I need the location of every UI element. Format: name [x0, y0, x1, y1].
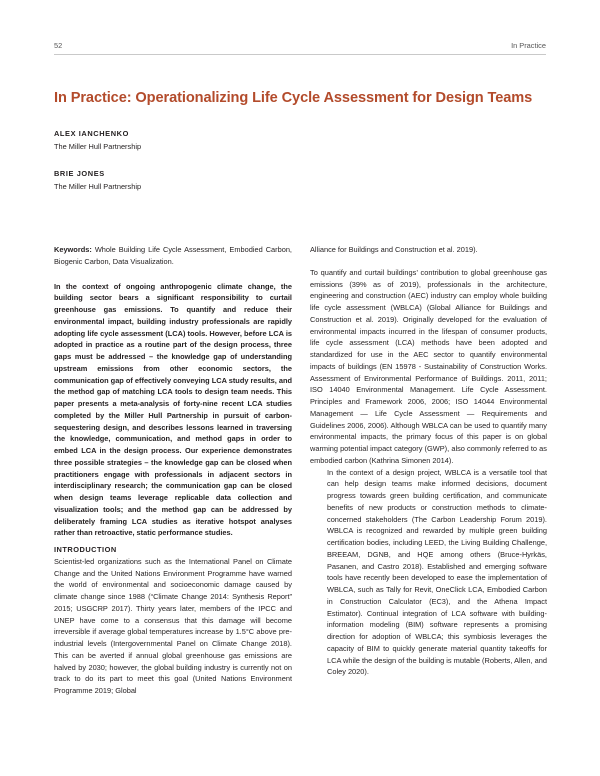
continued-text: Alliance for Buildings and Construction et al. 2019).	[310, 245, 478, 254]
body-paragraph: To quantify and curtail buildings’ contribution to global greenhouse gas emissions (39% as of 2019), professionals in the architecture, engineering and construction (AEC) industry can employ whole building life cycle assessment (WBLCA) (Global Alliance for Buildings and Construction et al. 2019). Originally developed for the evaluation of environmental impacts incurred in the lifespan of consumer products, life cycle assessment (LCA) methods have been adopted and standardized for use in the AEC sector to quantify environmental impacts of buildings (EN 15978 - Sustainability of Construction Works. Assessment of Environmental Performance of Buildings. 2011, 2011; ISO 14040 Environmental Management. Life Cycle Assessment. Principles and Framework 2006, 2006; ISO 14044 Environmental Management — Life Cycle Assessment — Requirements and Guidelines 2006, 2006). Although WBLCA can be used to quantify many environmental impacts, the primary focus of this paper is on global warming potential impact category (GWP), also commonly referred to as embodied carbon (Kathrina Simonen 2014).	[310, 267, 547, 465]
author-affiliation: The Miller Hull Partnership	[54, 182, 142, 191]
body-paragraph: In the context of a design project, WBLCA is a versatile tool that can help design teams make informed decisions, document progress towards green building certification, and communicate benefits of new products or construction methods to climate-concerned stakeholders (The Carbon Leadership Forum 2019). WBLCA is recognized and rewarded by multiple green building certification bodies, including LEED, the Living Building Challenge, BREEAM, DGNB, and HQE among others (Bruce-Hyrkäs, Pasanen, and Castro 2018). Established and emerging software tools have recently been developed to ease the implementation of WBLCA, such as Tally for Revit, OneClick LCA, Embodied Carbon in Construction Calculator (EC3), and the Athena Impact Estimator). Continual integration of LCA software with building-information modeling (BIM) software represents a promising direction for adoption of WBLCA; this symbiosis leverages the capacity of BIM to quickly generate material quantity takeoffs for LCA while the design of the building is mutable (Roberts, Allen, and Coley 2020).	[327, 467, 547, 677]
author-name: BRIE JONES	[54, 169, 105, 178]
keywords-label: Keywords:	[54, 245, 92, 254]
section-heading-introduction: INTRODUCTION	[54, 545, 117, 554]
right-column	[310, 244, 547, 678]
abstract: In the context of ongoing anthropogenic climate change, the building sector bears a significant responsibility to curtail greenhouse gas emissions. To quantify and reduce their environmental impact, building industry professionals are rapidly adopting life cycle assessment (LCA) tools. However, before LCA is adopted in practice as a routine part of the design process, three gaps must be addressed – the knowledge gap of understanding upstream emissions from other economic sectors, the communication gap of effectively conveying LCA study results, and the method gap of matching LCA tools to design team needs. This paper presents a meta-analysis of forty-nine recent LCA studies completed by the Miller Hull Partnership in pursuit of carbon-sequestering design, and describes lessons learned in traversing the knowledge, communication, and method gaps in order to embed LCA in the design process. Our experience demonstrates three possible strategies – the knowledge gap can be closed when practitioners engage with professionals in adjacent sectors in interdisciplinary research; the communication gap can be closed when design teams leverage replicable data collection and visualization tools; and the method gap can be addressed by deliberately framing LCA studies as iterative hotspot analyses rather than retroactive, static performance studies.	[54, 281, 292, 538]
left-column	[54, 244, 292, 697]
author-affiliation: The Miller Hull Partnership	[54, 142, 142, 151]
article-title: In Practice: Operationalizing Life Cycle Assessment for Design Teams	[54, 90, 533, 106]
keywords	[54, 244, 292, 268]
page-number: 52	[54, 41, 63, 50]
running-header: In Practice	[511, 41, 546, 50]
introduction-paragraph: Scientist-led organizations such as the International Panel on Climate Change and the United Nations Environment Programme have warned the world of environmental and socioeconomic damage caused by climate change since 1988 (“Climate Change 2014: Synthesis Report” 2015; USGCRP 2017). Thirty years later, members of the IPCC and UNEP have come to a consensus that this damage will become irreversible if average global temperatures increase by 1.5°C above pre-industrial levels (Intergovernmental Panel on Climate Change 2018). This can be averted if annual global greenhouse gas emissions are halved by 2030; however, the global building industry is currently not on track to do its part to meet this goal (United Nations Environment Programme 2019; Global	[54, 556, 292, 695]
header-rule	[54, 54, 546, 55]
keywords-text: Whole Building Life Cycle Assessment, Embodied Carbon, Biogenic Carbon, Data Visualization.	[54, 245, 292, 266]
author-name: ALEX IANCHENKO	[54, 129, 129, 138]
